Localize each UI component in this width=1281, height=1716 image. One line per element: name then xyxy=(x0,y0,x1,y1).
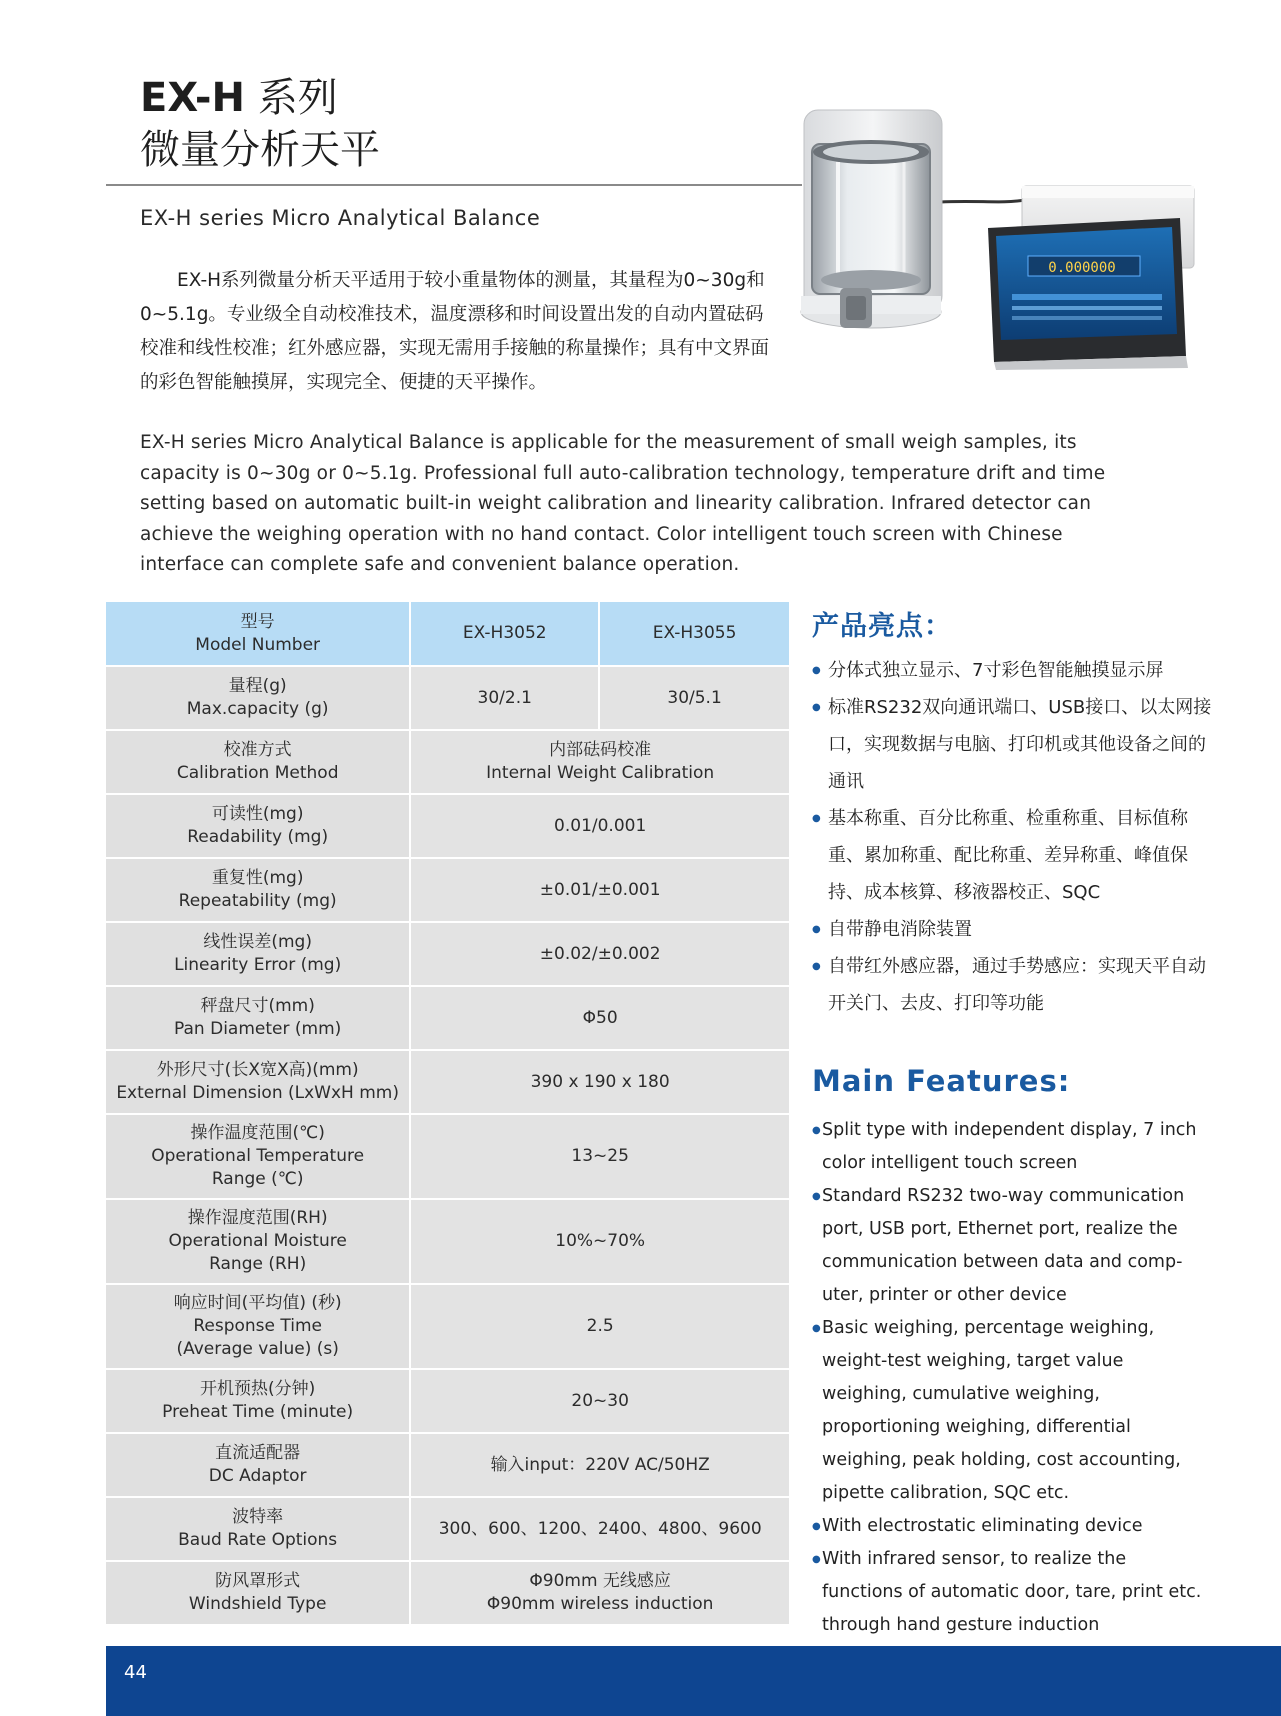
spec-value-cell: 输入input：220V AC/50HZ xyxy=(410,1433,790,1497)
spec-value-cell: ±0.02/±0.002 xyxy=(410,922,790,986)
spec-row-adaptor xyxy=(106,1433,790,1497)
spec-row-capacity xyxy=(106,666,790,730)
spec-label-cell: 重复性(mg) Repeatability (mg) xyxy=(106,858,410,922)
spec-row-pan xyxy=(106,986,790,1050)
spec-row-dimension xyxy=(106,1050,790,1114)
spec-label-cell: 响应时间(平均值) (秒) Response Time (Average value) (s) xyxy=(106,1284,410,1369)
spec-value-cell: 内部砝码校准 Internal Weight Calibration xyxy=(410,730,790,794)
spec-label-cell: 操作温度范围(℃) Operational Temperature Range (℃) xyxy=(106,1114,410,1199)
intro-paragraph-cn: EX-H系列微量分析天平适用于较小重量物体的测量，其量程为0~30g和0~5.1g。专业级全自动校准技术，温度漂移和时间设置出发的自动内置砝码校准和线性校准；红外感应器，实现无需用手接触的称量操作；具有中文界面的彩色智能触摸屏，实现完全、便捷的天平操作。 xyxy=(140,270,770,393)
spec-table xyxy=(106,602,791,1624)
product-image xyxy=(790,100,1210,370)
series-label: 系列 xyxy=(257,75,338,121)
model-1-header: EX-H3052 xyxy=(410,602,599,666)
spec-label-cell: 外形尺寸(长X宽X高)(mm) External Dimension (LxWxH mm) xyxy=(106,1050,410,1114)
list-item: ● 自带静电消除装置 xyxy=(812,911,1212,948)
spec-label-cell: 防风罩形式 Windshield Type xyxy=(106,1561,410,1624)
spec-label-cell: 操作湿度范围(RH) Operational Moisture Range (RH) xyxy=(106,1199,410,1284)
display-reading: 0.000000 xyxy=(1048,260,1116,276)
spec-label-cell: 开机预热(分钟) Preheat Time (minute) xyxy=(106,1369,410,1433)
features-title: Main Features: xyxy=(812,1064,1071,1098)
spec-row-readability xyxy=(106,794,790,858)
spec-label-cell: 直流适配器 DC Adaptor xyxy=(106,1433,410,1497)
list-item: ● 标准RS232双向通讯端口、USB接口、以太网接口，实现数据与电脑、打印机或其他设备之间的通讯 xyxy=(812,689,1212,800)
footer-bar xyxy=(106,1646,1281,1716)
list-item: ● 基本称重、百分比称重、检重称重、目标值称重、累加称重、配比称重、差异称重、峰值保持、成本核算、移液器校正、SQC xyxy=(812,800,1212,911)
spec-row-moisture xyxy=(106,1199,790,1284)
list-item: ● 自带红外感应器，通过手势感应：实现天平自动开关门、去皮、打印等功能 xyxy=(812,948,1212,1022)
highlights-title: 产品亮点： xyxy=(812,611,952,642)
display-brand: EX-H xyxy=(1000,217,1020,226)
title-divider xyxy=(106,184,802,186)
list-item: ● 分体式独立显示、7寸彩色智能触摸显示屏 xyxy=(812,652,1212,689)
spec-header-row xyxy=(106,602,790,666)
spec-label-cell: 型号 Model Number xyxy=(106,602,410,666)
spec-value-cell: 30/5.1 xyxy=(599,666,790,730)
spec-row-temperature xyxy=(106,1114,790,1199)
spec-value-cell: 2.5 xyxy=(410,1284,790,1369)
list-item: ● Split type with independent display, 7 inch color intelligent touch screen xyxy=(812,1114,1212,1180)
spec-value-cell: 300、600、1200、2400、4800、9600 xyxy=(410,1497,790,1561)
spec-label-cell: 线性误差(mg) Linearity Error (mg) xyxy=(106,922,410,986)
page-subtitle-en: EX-H series Micro Analytical Balance xyxy=(140,206,541,230)
spec-row-preheat xyxy=(106,1369,790,1433)
spec-label-cell: 秤盘尺寸(mm) Pan Diameter (mm) xyxy=(106,986,410,1050)
spec-value-cell: 20~30 xyxy=(410,1369,790,1433)
features-list xyxy=(812,1114,1212,1642)
list-item: ● With infrared sensor, to realize the functions of automatic door, tare, print etc. through hand gesture induction xyxy=(812,1543,1212,1642)
intro-paragraph-en: EX-H series Micro Analytical Balance is applicable for the measurement of small weigh samples, its capacity is 0~30g or 0~5.1g. Professional full auto-calibration technology, temperature drift and time setting based on automatic built-in weight calibration and linearity calibration. Infrared detector can achieve the weighing operation with no hand contact. Color intelligent touch screen with Chinese interface can complete safe and convenient balance operation. xyxy=(140,432,1106,575)
spec-row-repeatability xyxy=(106,858,790,922)
spec-row-response xyxy=(106,1284,790,1369)
spec-value-cell: Φ90mm 无线感应 Φ90mm wireless induction xyxy=(410,1561,790,1624)
spec-label-cell: 量程(g) Max.capacity (g) xyxy=(106,666,410,730)
spec-value-cell: ±0.01/±0.001 xyxy=(410,858,790,922)
spec-label-cell: 波特率 Baud Rate Options xyxy=(106,1497,410,1561)
spec-label-cell: 可读性(mg) Readability (mg) xyxy=(106,794,410,858)
highlights-list xyxy=(812,652,1212,1022)
list-item: ● Standard RS232 two-way communication port, USB port, Ethernet port, realize the communication between data and comp-uter, printer or other device xyxy=(812,1180,1212,1312)
model-2-header: EX-H3055 xyxy=(599,602,790,666)
spec-value-cell: 10%~70% xyxy=(410,1199,790,1284)
spec-row-windshield xyxy=(106,1561,790,1624)
spec-label-cell: 校准方式 Calibration Method xyxy=(106,730,410,794)
spec-row-linearity xyxy=(106,922,790,986)
spec-value-cell: 30/2.1 xyxy=(410,666,599,730)
spec-row-baud xyxy=(106,1497,790,1561)
spec-value-cell: Φ50 xyxy=(410,986,790,1050)
page-subtitle-cn: 微量分析天平 xyxy=(140,127,380,173)
spec-row-calibration xyxy=(106,730,790,794)
spec-value-cell: 0.01/0.001 xyxy=(410,794,790,858)
page-number: 44 xyxy=(124,1662,147,1683)
spec-value-cell: 390 x 190 x 180 xyxy=(410,1050,790,1114)
spec-value-cell: 13~25 xyxy=(410,1114,790,1199)
list-item: ● With electrostatic eliminating device xyxy=(812,1510,1212,1543)
list-item: ● Basic weighing, percentage weighing, weight-test weighing, target value weighing, cumulative weighing, proportioning weighing, differential weighing, peak holding, cost accounting, pipette calibration, SQC etc. xyxy=(812,1312,1212,1510)
model-name: EX-H xyxy=(140,75,245,121)
page-title xyxy=(140,74,338,122)
